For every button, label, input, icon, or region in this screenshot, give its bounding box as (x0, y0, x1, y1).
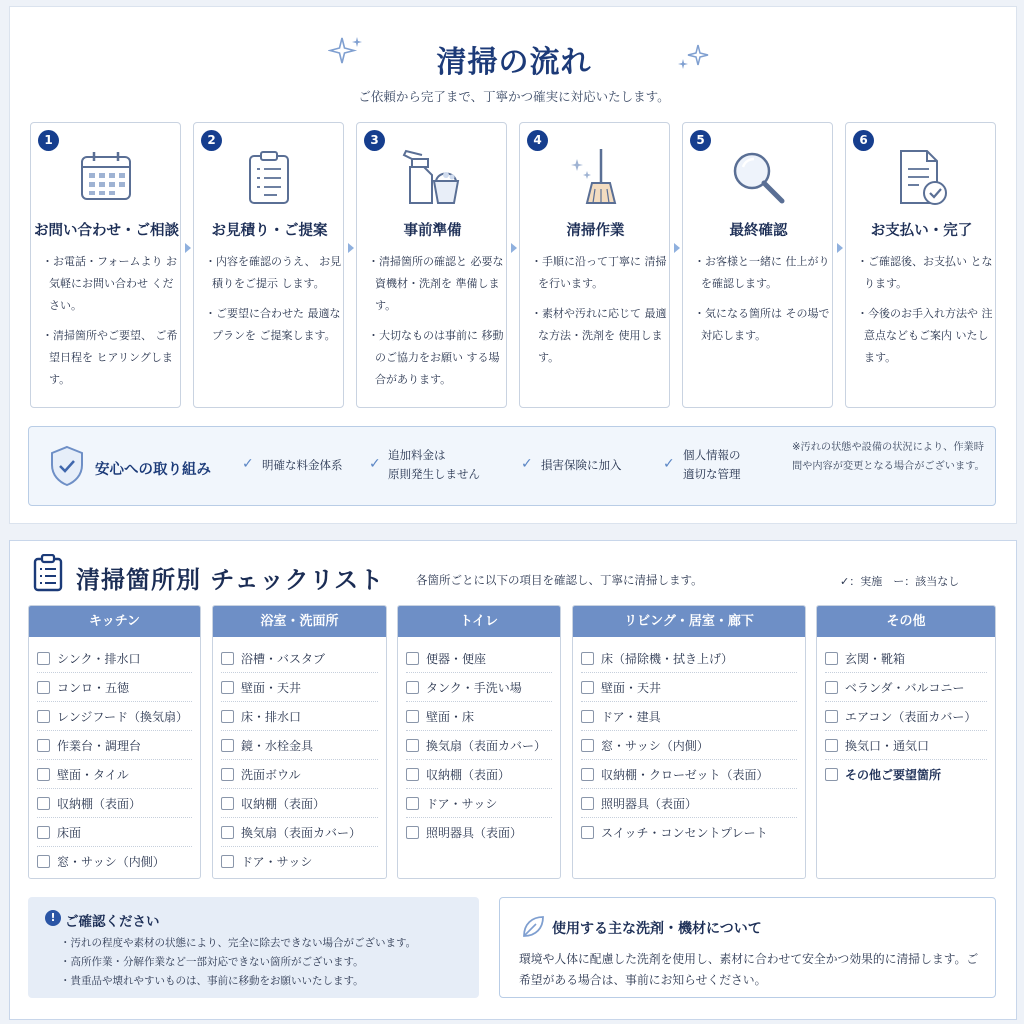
equipment-info (499, 897, 996, 998)
item-label: 鏡・水栓金具 (241, 738, 314, 753)
calendar-icon (76, 147, 136, 207)
checkbox[interactable] (581, 826, 594, 839)
step-number: 4 (527, 130, 548, 151)
step-number: 2 (201, 130, 222, 151)
safety-note: ※汚れの状態や設備の状況により、作業時間や内容が変更となる場合がございます。 (792, 442, 985, 472)
item-label: 作業台・調理台 (57, 738, 142, 753)
checklist-item[interactable] (37, 847, 192, 876)
checkbox[interactable] (581, 768, 594, 781)
checkbox[interactable] (221, 826, 234, 839)
spray-bucket-icon (402, 147, 462, 207)
checklist-item[interactable] (37, 702, 192, 731)
checklist-item[interactable] (406, 760, 552, 789)
item-label: 壁面・タイル (57, 767, 129, 782)
checklist-description: 各箇所ごとに以下の項目を確認し、丁寧に清掃します。 (416, 573, 703, 587)
step-card-4 (519, 122, 670, 408)
item-label: ドア・建具 (601, 709, 661, 724)
step-title: お支払い・完了 (870, 223, 973, 239)
step-description (202, 251, 342, 355)
checkbox[interactable] (581, 710, 594, 723)
step-card-5 (682, 122, 833, 408)
clipboard-icon (239, 147, 299, 207)
safety-item: 追加料金は 原則発生しません (388, 448, 480, 481)
arrow-right-icon (837, 243, 843, 253)
checklist-item[interactable] (406, 818, 552, 847)
arrow-right-icon (511, 243, 517, 253)
check-icon: ✓ (242, 456, 254, 472)
sparkle-icon (674, 43, 710, 75)
equipment-text: 環境や人体に配慮した洗剤を使用し、素材に合わせて安全かつ効果的に清掃します。ご希望がある場合は、事前にお知らせください。 (519, 952, 979, 987)
checklist-column-bathroom (212, 605, 387, 879)
checkbox[interactable] (406, 739, 419, 752)
safety-item: 明確な料金体系 (262, 458, 343, 472)
item-label: ドア・サッシ (426, 796, 498, 811)
step-description (854, 251, 994, 377)
notice-item: ・汚れの程度や素材の状態により、完全に除去できない場合がございます。 (60, 937, 417, 949)
column-header: トイレ (398, 606, 560, 637)
step-title: 最終確認 (729, 223, 788, 239)
step-description (39, 251, 179, 399)
step-title: 清掃作業 (566, 223, 625, 239)
item-label: コンロ・五徳 (57, 680, 130, 695)
item-label: 床（掃除機・拭き上げ） (601, 651, 734, 666)
checklist-item[interactable] (581, 789, 797, 818)
checklist-item[interactable] (581, 644, 797, 673)
checkbox[interactable] (221, 768, 234, 781)
checklist-item[interactable] (825, 644, 987, 673)
checklist-title: 清掃箇所別 チェックリスト (76, 566, 385, 594)
checklist-item[interactable] (37, 818, 192, 847)
step-description (528, 251, 668, 377)
checklist-item[interactable] (581, 673, 797, 702)
broom-icon (565, 147, 625, 207)
arrow-right-icon (185, 243, 191, 253)
step-card-1 (30, 122, 181, 408)
step-card-6 (845, 122, 996, 408)
checkbox[interactable] (406, 797, 419, 810)
step-text: ・清掃箇所やご要望、 ご希望日程を ヒアリングします。 (42, 329, 178, 386)
checkbox[interactable] (221, 739, 234, 752)
item-label: エアコン（表面カバー） (845, 709, 977, 724)
checkbox[interactable] (825, 710, 838, 723)
step-text: ・大切なものは事前に 移動のご協力をお願い する場合があります。 (368, 329, 504, 386)
step-description (365, 251, 505, 399)
checkbox[interactable] (37, 710, 50, 723)
checklist-item[interactable] (37, 760, 192, 789)
item-label: 収納棚（表面） (57, 796, 142, 811)
checklist-item[interactable] (581, 702, 797, 731)
checkbox[interactable] (406, 710, 419, 723)
step-text: ・ご確認後、お支払い となります。 (857, 255, 993, 290)
item-label: 壁面・床 (426, 709, 475, 724)
step-number: 5 (690, 130, 711, 151)
item-label: シンク・排水口 (57, 651, 141, 666)
checkbox[interactable] (825, 681, 838, 694)
safety-item: 損害保険に加入 (541, 458, 622, 472)
step-text: ・気になる箇所は その場で対応します。 (694, 307, 830, 342)
checkbox[interactable] (221, 855, 234, 868)
checkbox[interactable] (406, 826, 419, 839)
checkbox[interactable] (37, 826, 50, 839)
item-label: 収納棚（表面） (426, 767, 511, 782)
checklist-item[interactable] (825, 673, 987, 702)
checkbox[interactable] (221, 681, 234, 694)
checkbox[interactable] (581, 652, 594, 665)
step-number: 3 (364, 130, 385, 151)
safety-title: 安心への取り組み (95, 462, 211, 478)
page-subtitle: ご依頼から完了まで、丁寧かつ確実に対応いたします。 (358, 89, 670, 104)
arrow-right-icon (348, 243, 354, 253)
column-header: 浴室・洗面所 (213, 606, 386, 637)
step-text: ・手順に沿って丁寧に 清掃を行います。 (531, 255, 667, 290)
checklist-item[interactable] (221, 673, 378, 702)
document-check-icon (891, 147, 951, 207)
safety-item: 個人情報の 適切な管理 (683, 448, 741, 481)
checkbox[interactable] (221, 652, 234, 665)
item-label: 浴槽・バスタブ (241, 651, 326, 666)
checkbox[interactable] (825, 739, 838, 752)
checklist-item[interactable] (406, 644, 552, 673)
checkbox[interactable] (581, 739, 594, 752)
checklist-column-other (816, 605, 996, 879)
notice-title: ご確認ください (65, 914, 160, 930)
checklist-item[interactable] (825, 731, 987, 760)
item-label: 床・排水口 (241, 709, 302, 724)
checklist-column-living (572, 605, 806, 879)
checkbox[interactable] (37, 681, 50, 694)
item-label: 収納棚・クローゼット（表面） (601, 767, 769, 782)
checklist-item[interactable] (221, 847, 378, 876)
clipboard-list-icon (32, 554, 64, 592)
notice-item: ・貴重品や壊れやすいものは、事前に移動をお願いいたします。 (60, 975, 364, 987)
checklist-item[interactable] (221, 702, 378, 731)
step-title: 事前準備 (403, 223, 462, 239)
column-header: キッチン (29, 606, 200, 637)
item-label: 便器・便座 (426, 651, 487, 666)
check-icon: ✓ (369, 456, 381, 472)
item-label: 洗面ボウル (241, 767, 301, 782)
step-title: お問い合わせ・ご相談 (34, 223, 179, 239)
checklist-item[interactable] (37, 673, 192, 702)
checkbox[interactable] (406, 768, 419, 781)
checklist-item[interactable] (221, 789, 378, 818)
step-text: ・清掃箇所の確認と 必要な資機材・洗剤を 準備します。 (368, 255, 504, 312)
item-label: 壁面・天井 (241, 680, 302, 695)
checklist-column-toilet (397, 605, 561, 879)
column-header: リビング・居室・廊下 (573, 606, 805, 637)
checkbox[interactable] (406, 652, 419, 665)
checklist-item[interactable] (37, 789, 192, 818)
item-label: 照明器具（表面） (601, 796, 698, 811)
checkbox[interactable] (825, 652, 838, 665)
check-icon: ✓ (663, 456, 675, 472)
checklist-item[interactable] (406, 702, 552, 731)
item-label: タンク・手洗い場 (426, 680, 522, 695)
checkbox[interactable] (221, 710, 234, 723)
item-label: ベランダ・バルコニー (845, 680, 965, 695)
item-label: 収納棚（表面） (241, 796, 326, 811)
checklist-item[interactable] (37, 731, 192, 760)
item-label: 換気扇（表面カバー） (426, 738, 547, 753)
step-card-2 (193, 122, 344, 408)
checklist-item[interactable] (221, 818, 378, 847)
leaf-icon (520, 914, 546, 940)
checkbox[interactable] (581, 681, 594, 694)
shield-check-icon (49, 445, 85, 487)
checklist-item[interactable] (581, 731, 797, 760)
checklist-item[interactable] (825, 702, 987, 731)
item-label: ドア・サッシ (241, 855, 313, 869)
step-number: 1 (38, 130, 59, 151)
checklist-item[interactable] (221, 760, 378, 789)
item-label: その他ご要望箇所 (845, 768, 942, 782)
checklist-item[interactable] (825, 760, 987, 789)
arrow-right-icon (674, 243, 680, 253)
step-card-3 (356, 122, 507, 408)
item-label: 換気扇（表面カバー） (241, 825, 362, 840)
item-label: 換気口・通気口 (845, 738, 930, 753)
checkbox[interactable] (37, 797, 50, 810)
step-text: ・素材や汚れに応じて 最適な方法・洗剤を 使用します。 (531, 307, 667, 364)
equipment-title: 使用する主な洗剤・機材について (552, 921, 762, 937)
confirm-notice (28, 897, 479, 998)
checklist-legend: ✓：実施 ー：該当なし (840, 575, 960, 588)
checkbox[interactable] (221, 797, 234, 810)
step-number: 6 (853, 130, 874, 151)
checklist-column-kitchen (28, 605, 201, 879)
checkbox[interactable] (581, 797, 594, 810)
check-icon: ✓ (521, 456, 533, 472)
step-text: ・今後のお手入れ方法や 注意点などもご案内 いたします。 (857, 307, 993, 364)
checklist-item[interactable] (221, 731, 378, 760)
info-icon: ! (45, 910, 61, 926)
checklist-item[interactable] (37, 644, 192, 673)
checkbox[interactable] (37, 768, 50, 781)
item-label: 窓・サッシ（内側） (601, 738, 709, 753)
step-text: ・お電話・フォームより お気軽にお問い合わせ ください。 (42, 255, 177, 312)
item-label: 照明器具（表面） (426, 826, 523, 840)
checkbox[interactable] (825, 768, 838, 781)
checklist-item[interactable] (581, 760, 797, 789)
safety-commitment-bar (28, 426, 996, 506)
checklist-item[interactable] (406, 673, 552, 702)
checklist-item[interactable] (581, 818, 797, 847)
magnifier-icon (728, 147, 788, 207)
item-label: 窓・サッシ（内側） (57, 855, 165, 869)
cleaning-flow-section (9, 6, 1017, 524)
checklist-item[interactable] (221, 644, 378, 673)
step-text: ・ご要望に合わせた 最適なプランを ご提案します。 (205, 307, 341, 342)
step-text: ・お客様と一緒に 仕上がりを確認します。 (694, 255, 830, 290)
checklist-item[interactable] (406, 731, 552, 760)
item-label: 床面 (57, 825, 82, 840)
step-text: ・内容を確認のうえ、 お見積りをご提示 します。 (205, 255, 342, 290)
checklist-section (9, 540, 1017, 1020)
checkbox[interactable] (37, 652, 50, 665)
step-title: お見積り・ご提案 (211, 223, 328, 239)
item-label: 壁面・天井 (601, 680, 662, 695)
column-header: その他 (817, 606, 995, 637)
item-label: レンジフード（換気扇） (57, 709, 189, 724)
page-title: 清掃の流れ (436, 45, 592, 80)
step-description (691, 251, 831, 355)
checkbox[interactable] (37, 739, 50, 752)
item-label: 玄関・靴箱 (845, 651, 906, 666)
checkbox[interactable] (37, 855, 50, 868)
checkbox[interactable] (406, 681, 419, 694)
item-label: スイッチ・コンセントプレート (601, 826, 768, 840)
notice-item: ・高所作業・分解作業など一部対応できない箇所がございます。 (60, 956, 364, 968)
checklist-item[interactable] (406, 789, 552, 818)
